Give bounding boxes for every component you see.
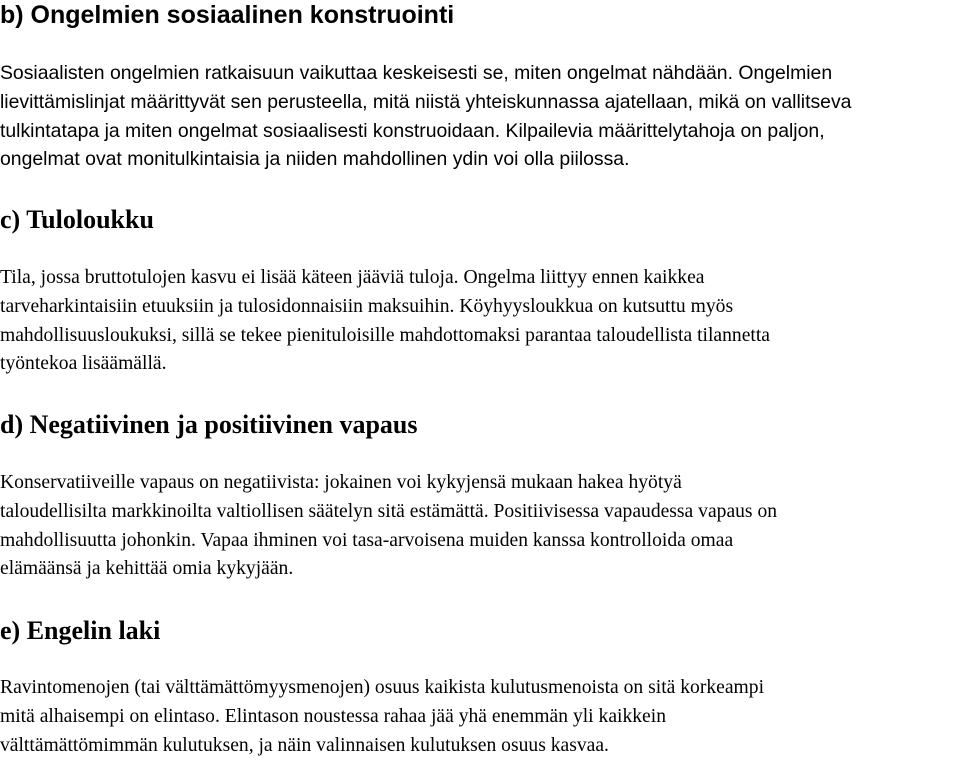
section-heading-b: b) Ongelmien sosiaalinen konstruointi xyxy=(0,1,455,29)
paragraph-line: mitä alhaisempi on elintaso. Elintason noustessa rahaa jää yhä enemmän yli kaikkein xyxy=(0,705,666,727)
paragraph-line: Ravintomenojen (tai välttämättömyysmenojen) osuus kaikista kulutusmenoista on sitä korkeampi xyxy=(0,677,765,698)
paragraph-line: ongelmat ovat monitulkintaisia ja niiden mahdollinen ydin voi olla piilossa. xyxy=(0,148,630,171)
section-heading-d: d) Negatiivinen ja positiivinen vapaus xyxy=(0,410,418,439)
paragraph-line: Sosiaalisten ongelmien ratkaisuun vaikuttaa keskeisesti se, miten ongelmat nähdään. Ongelmien xyxy=(0,62,833,84)
section-paragraph-d xyxy=(0,469,777,584)
paragraph-line: mahdollisuusloukuksi, sillä se tekee pienituloisille mahdottomaksi parantaa taloudellista tilannetta xyxy=(0,324,770,346)
section-heading-c: c) Tuloloukku xyxy=(0,205,154,234)
paragraph-line: työntekoa lisäämällä. xyxy=(0,353,167,375)
paragraph-line: välttämättömimmän kulutuksen, ja näin valinnaisen kulutuksen osuus kasvaa. xyxy=(0,734,609,756)
paragraph-line: tarveharkintaisiin etuuksiin ja tulosidonnaisiin maksuihin. Köyhyysloukkua on kutsuttu myös xyxy=(0,295,734,317)
section-paragraph-b xyxy=(0,59,851,174)
paragraph-line: taloudellisilta markkinoilta valtiollisen säätelyn sitä estämättä. Positiivisessa vapaudessa vapaus on xyxy=(0,500,778,522)
paragraph-line: lievittämislinjat määrittyvät sen perusteella, mitä niistä yhteiskunnassa ajatellaan, mikä on vallitseva xyxy=(0,90,852,113)
paragraph-line: Konservatiiveille vapaus on negatiivista: jokainen voi kykyjensä mukaan hakea hyötyä xyxy=(0,472,682,493)
paragraph-line: elämäänsä ja kehittää omia kykyjään. xyxy=(0,558,294,580)
section-heading-e: e) Engelin laki xyxy=(0,616,161,645)
paragraph-line: mahdollisuutta johonkin. Vapaa ihminen voi tasa-arvoisena muiden kanssa kontrolloida omaa xyxy=(0,529,734,551)
section-paragraph-c xyxy=(0,264,770,379)
paragraph-line: tulkintatapa ja miten ongelmat sosiaalisesti konstruoidaan. Kilpailevia määrittelytahoja on paljon, xyxy=(0,119,825,142)
section-paragraph-e xyxy=(0,674,764,760)
paragraph-line: Tila, jossa bruttotulojen kasvu ei lisää käteen jääviä tuloja. Ongelma liittyy ennen kaikkea xyxy=(0,267,705,288)
